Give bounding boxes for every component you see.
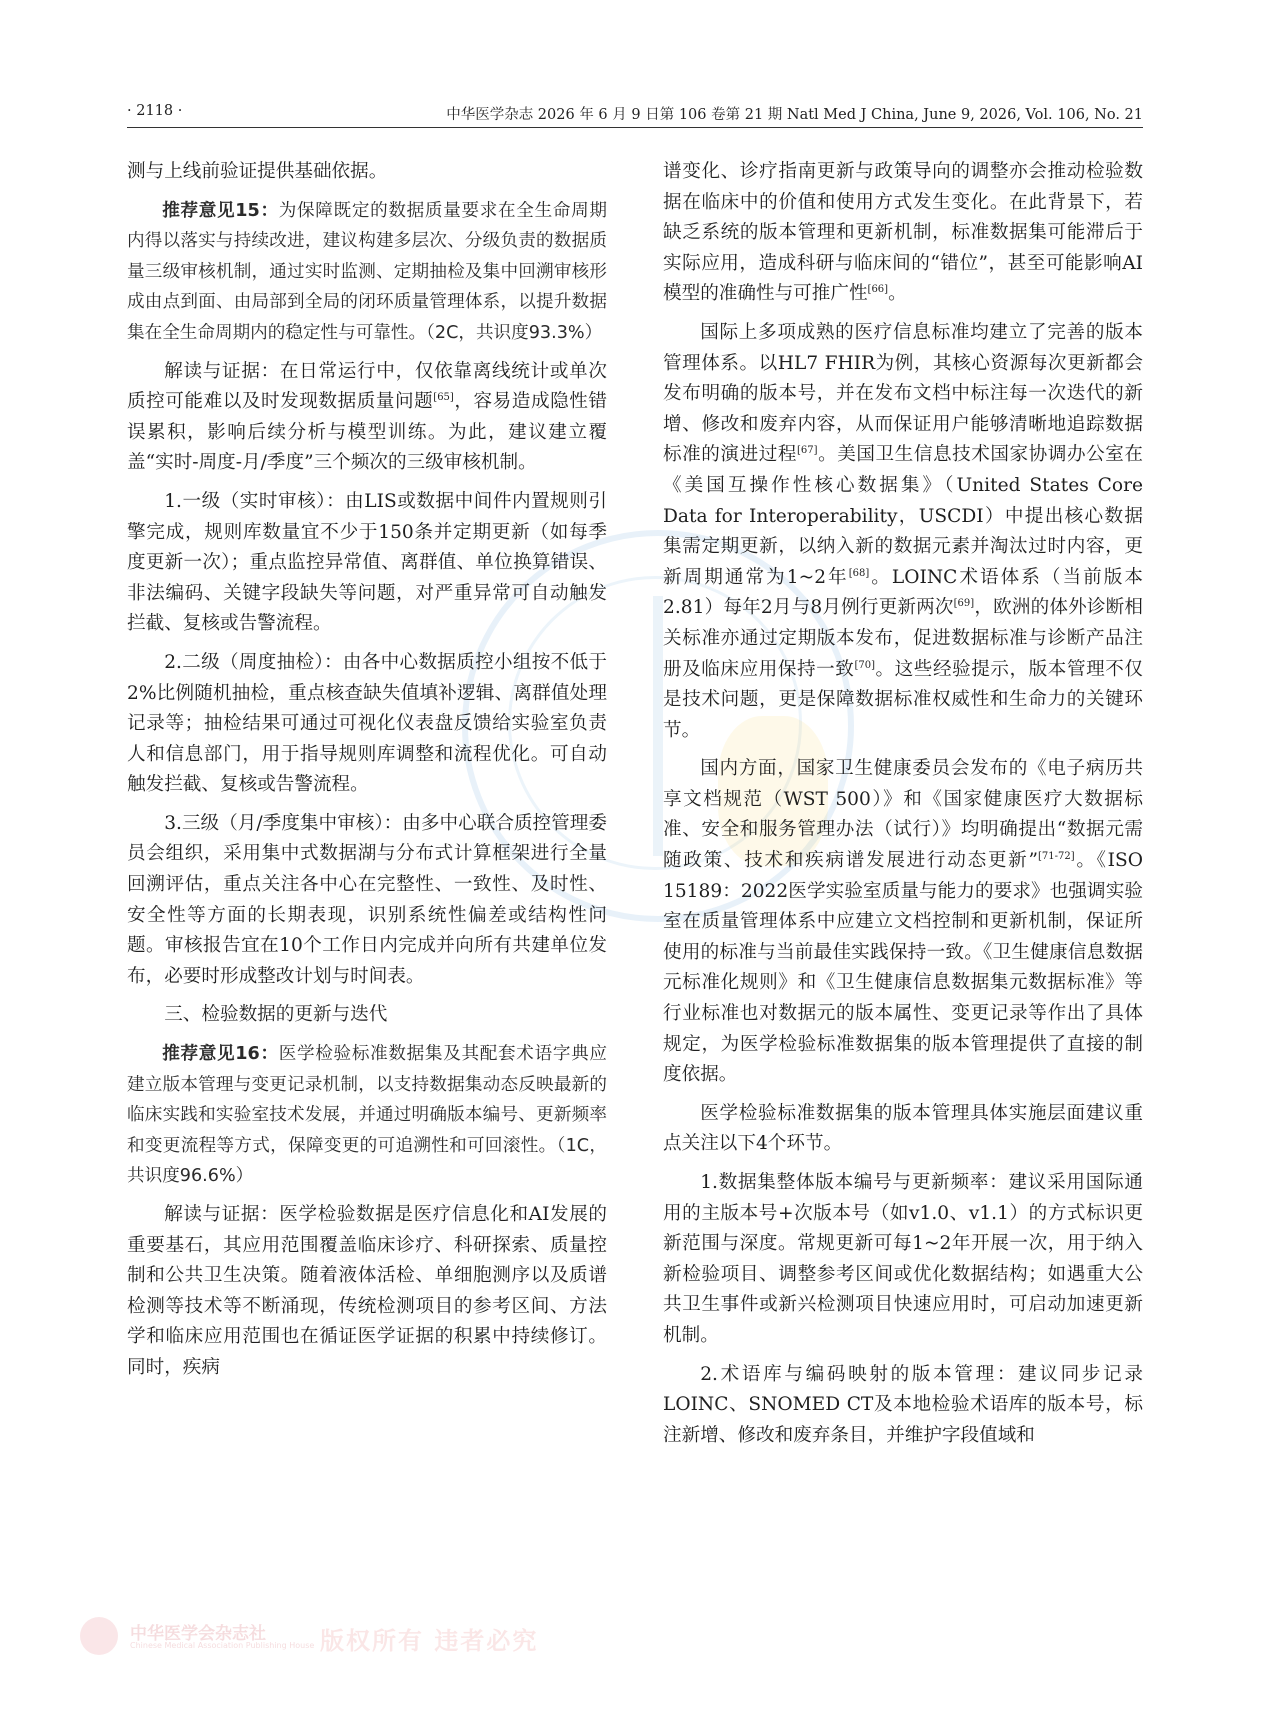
section-heading: 三、检验数据的更新与迭代: [164, 1004, 388, 1026]
paragraph: 1.数据集整体版本编号与更新频率：建议采用国际通用的主版本号+次版本号（如v1.0、v1.1）的方式标识更新范围与深度。常规更新可每1~2年开展一次，用于纳入新检验项目、调整参考区间或优化数据结构；如遇重大公共卫生事件或新兴检测项目快速应用时，可启动加速更新机制。: [663, 1172, 1143, 1346]
citation-ref: [66]: [867, 284, 889, 296]
text-run: 。LOINC术语体系（当前版本2.81）每年2月与8月例行更新两次: [663, 566, 1143, 619]
text-run: 解读与证据：在日常运行中，仅依靠离线统计或单次质控可能难以及时发现数据质量问题: [127, 360, 607, 413]
citation-ref: [67]: [797, 445, 818, 457]
text-run: 。: [888, 283, 907, 305]
running-header: [127, 103, 1143, 128]
paragraph: [663, 157, 1143, 310]
journal-citation-line: 中华医学杂志 2026 年 6 月 9 日第 106 卷第 21 期 Natl Med J China, June 9, 2026, Vol. 106, No. 21: [446, 107, 1143, 123]
text-run: 国际上多项成熟的医疗信息标准均建立了完善的版本管理体系。以HL7 FHIR为例，其核心资源每次更新都会发布明确的版本号，并在发布文档中标注每一次迭代的新增、修改和废弃内容，从而保证用户能够清晰地追踪数据标准的演进过程: [663, 321, 1143, 466]
text-run: 。这些经验提示，版本管理不仅是技术问题，更是保障数据标准权威性和生命力的关键环节。: [663, 658, 1143, 741]
text-run: 谱变化、诊疗指南更新与政策导向的调整亦会推动检验数据在临床中的价值和使用方式发生变化。在此背景下，若缺乏系统的版本管理和更新机制，标准数据集可能滞后于实际应用，造成科研与临床间的“错位”，甚至可能影响AI模型的准确性与可推广性: [663, 161, 1143, 305]
text-run: 。《ISO 15189：2022医学实验室质量与能力的要求》也强调实验室在质量管理体系中应建立文档控制和更新机制，保证所使用的标准与当前最佳实践保持一致。《卫生健康信息数据元标准化规则》和《卫生健康信息数据集元数据标准》等行业标准也对数据元的版本属性、变更记录等作出了具体规定，为医学检验标准数据集的版本管理提供了直接的制度依据。: [663, 850, 1143, 1086]
paragraph: 测与上线前验证提供基础依据。: [127, 161, 388, 182]
copyright-notice: 版权所有 违者必究: [320, 1626, 539, 1655]
paragraph: 3.三级（月/季度集中审核）：由多中心联合质控管理委员会组织，采用集中式数据湖与分布式计算框架进行全量回溯评估，重点关注各中心在完整性、一致性、及时性、安全性等方面的长期表现，识别系统性偏差或结构性问题。审核报告宜在10个工作日内完成并向所有共建单位发布，必要时形成整改计划与时间表。: [127, 812, 607, 987]
paragraph: 医学检验标准数据集的版本管理具体实施层面建议重点关注以下4个环节。: [663, 1102, 1143, 1155]
paragraph: 2.术语库与编码映射的版本管理：建议同步记录LOINC、SNOMED CT及本地检验术语库的版本号，标注新增、修改和废弃条目，并维护字段值域和: [663, 1363, 1143, 1446]
page-number: · 2118 ·: [127, 103, 183, 119]
citation-ref: [70]: [854, 659, 875, 671]
publisher-seal-icon: [80, 1617, 118, 1655]
text-run: 。美国卫生信息技术国家协调办公室在《美国互操作性核心数据集》（United States Core Data for Interoperability，USCDI）中提出核心数据集需定期更新，以纳入新的数据元素并淘汰过时内容，更新周期通常为1~2年: [663, 444, 1143, 588]
citation-ref: [65]: [433, 391, 454, 403]
paragraph: 2.二级（周度抽检）：由各中心数据质控小组按不低于2%比例随机抽检，重点核查缺失值填补逻辑、离群值处理记录等；抽检结果可通过可视化仪表盘反馈给实验室负责人和信息部门，用于指导规则库调整和流程优化。可自动触发拦截、复核或告警流程。: [127, 651, 607, 796]
citation-ref: [69]: [953, 598, 975, 610]
recommendation-16: [127, 1039, 607, 1192]
paragraph: [663, 318, 1143, 746]
text-run: 国内方面，国家卫生健康委员会发布的《电子病历共享文档规范（WST 500）》和《国家健康医疗大数据标准、安全和服务管理办法（试行）》均明确提出“数据元需随政策、技术和疾病谱发展进行动态更新”: [663, 758, 1143, 872]
left-column: [127, 157, 607, 1607]
publisher-name: 中华医学会杂志社: [130, 1624, 266, 1644]
paragraph: 1.一级（实时审核）：由LIS或数据中间件内置规则引擎完成，规则库数量宜不少于150条并定期更新（如每季度更新一次）；重点监控异常值、离群值、单位换算错误、非法编码、关键字段缺失等问题，对严重异常可自动触发拦截、复核或告警流程。: [127, 490, 607, 635]
text-run: ，欧洲的体外诊断相关标准亦通过定期版本发布，促进数据标准与诊断产品注册及临床应用保持一致: [663, 597, 1143, 680]
right-column: [663, 157, 1143, 1607]
publisher-watermark: [80, 1617, 580, 1657]
citation-ref: [71-72]: [1038, 850, 1075, 862]
recommendation-label: 推荐意见15：: [162, 200, 279, 221]
publisher-name-en: Chinese Medical Association Publishing House: [130, 1641, 315, 1650]
recommendation-text: 为保障既定的数据质量要求在全生命周期内得以落实与持续改进，建议构建多层次、分级负责的数据质量三级审核机制，通过实时监测、定期抽检及集中回溯审核形成由点到面、由局部到全局的闭环质量管理体系，以提升数据集在全生命周期内的稳定性与可靠性。（2C，共识度93.3%）: [127, 200, 607, 343]
staff-of-asclepius-icon: [653, 596, 663, 856]
paragraph: 解读与证据：医学检验数据是医疗信息化和AI发展的重要基石，其应用范围覆盖临床诊疗、科研探索、质量控制和公共卫生决策。随着液体活检、单细胞测序以及质谱检测等技术等不断涌现，传统检测项目的参考区间、方法学和临床应用范围也在循证医学证据的积累中持续修订。同时，疾病: [127, 1204, 607, 1378]
recommendation-15: [127, 196, 607, 349]
paragraph: [127, 357, 607, 479]
text-run: ，容易造成隐性错误累积，影响后续分析与模型训练。为此，建议建立覆盖“实时-周度-月/季度”三个频次的三级审核机制。: [127, 391, 607, 474]
citation-ref: [68]: [848, 567, 870, 579]
recommendation-text: 医学检验标准数据集及其配套术语字典应建立版本管理与变更记录机制，以支持数据集动态反映最新的临床实践和实验室技术发展，并通过明确版本编号、更新频率和变更流程等方式，保障变更的可追溯性和可回滚性。（1C，共识度96.6%）: [127, 1044, 607, 1187]
recommendation-label: 推荐意见16：: [162, 1044, 279, 1065]
paragraph: [663, 754, 1143, 1091]
